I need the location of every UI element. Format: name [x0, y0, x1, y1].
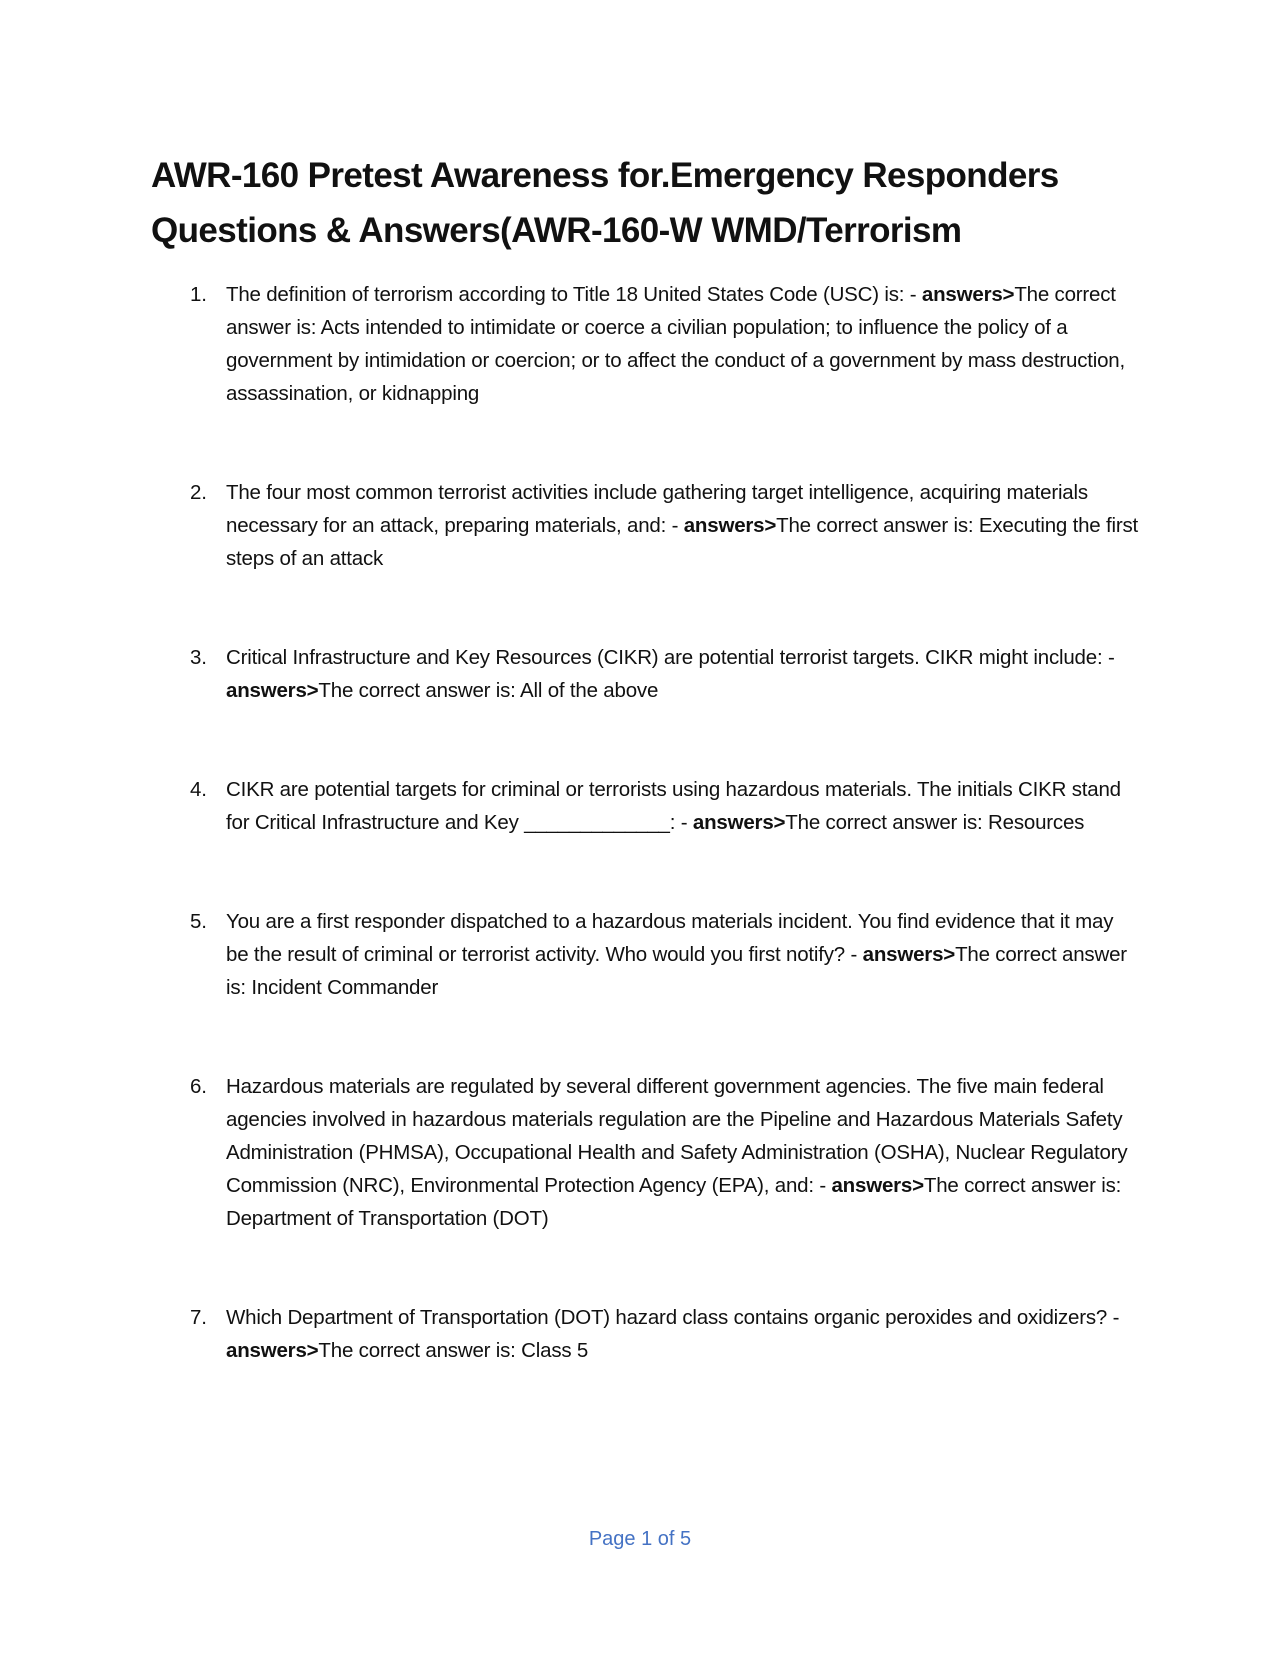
question-text: CIKR are potential targets for criminal or terrorists using hazardous materials. The initials CIKR stand for Critical Infrastructure and Key _____________: - — [226, 778, 1121, 834]
item-number: 4. — [190, 778, 207, 801]
question-item — [190, 773, 1140, 839]
answer-text: The correct answer is: Incident Commander — [226, 943, 1127, 999]
question-item — [190, 1301, 1140, 1367]
answer-text: The correct answer is: Executing the first steps of an attack — [226, 514, 1139, 570]
item-number: 6. — [190, 1075, 207, 1098]
question-item — [190, 476, 1140, 575]
question-text: Critical Infrastructure and Key Resources (CIKR) are potential terrorist targets. CIKR might include: - — [226, 646, 1115, 669]
answer-text: The correct answer is: Acts intended to intimidate or coerce a civilian population; to influence the policy of a government by intimidation or coercion; or to affect the conduct of a government by mass destruction, assassination, or kidnapping — [226, 283, 1125, 405]
item-number: 3. — [190, 646, 207, 669]
question-text: Which Department of Transportation (DOT) hazard class contains organic peroxides and oxidizers? - — [226, 1306, 1120, 1329]
question-text: Hazardous materials are regulated by several different government agencies. The five main federal agencies involved in hazardous materials regulation are the Pipeline and Hazardous Materials Safety Administration (PHMSA), Occupational Health and Safety Administration (OSHA), Nuclear Regulatory Commission (NRC), Environmental Protection Agency (EPA), and: - — [226, 1075, 1128, 1197]
answer-text: The correct answer is: Resources — [785, 811, 1085, 834]
question-list — [190, 278, 1140, 1433]
answer-label: answers> — [226, 679, 319, 702]
item-number: 2. — [190, 481, 207, 504]
question-text: The definition of terrorism according to Title 18 United States Code (USC) is: - — [226, 283, 922, 306]
item-number: 7. — [190, 1306, 207, 1329]
answer-text: The correct answer is: All of the above — [318, 679, 659, 702]
answer-label: answers> — [226, 1339, 319, 1362]
answer-label: answers> — [862, 943, 956, 966]
question-item — [190, 641, 1140, 707]
question-text: The four most common terrorist activities include gathering target intelligence, acquiring materials necessary for an attack, preparing materials, and: - — [226, 481, 1088, 537]
question-text: You are a first responder dispatched to a hazardous materials incident. You find evidence that it may be the result of criminal or terrorist activity. Who would you first notify? - — [226, 910, 1114, 966]
question-item — [190, 278, 1140, 410]
answer-text: The correct answer is: Class 5 — [318, 1339, 589, 1362]
question-item — [190, 1070, 1140, 1235]
item-number: 1. — [190, 283, 207, 306]
document-title: AWR-160 Pretest Awareness for.Emergency Responders Questions & Answers(AWR-160-W WMD/Terrorism — [151, 156, 1059, 250]
answer-label: answers> — [921, 283, 1015, 306]
answer-label: answers> — [683, 514, 777, 537]
answer-label: answers> — [692, 811, 786, 834]
item-number: 5. — [190, 910, 207, 933]
page-footer: Page 1 of 5 — [588, 1528, 692, 1550]
answer-text: The correct answer is: Department of Transportation (DOT) — [226, 1174, 1122, 1230]
answer-label: answers> — [831, 1174, 924, 1197]
question-item — [190, 905, 1140, 1004]
